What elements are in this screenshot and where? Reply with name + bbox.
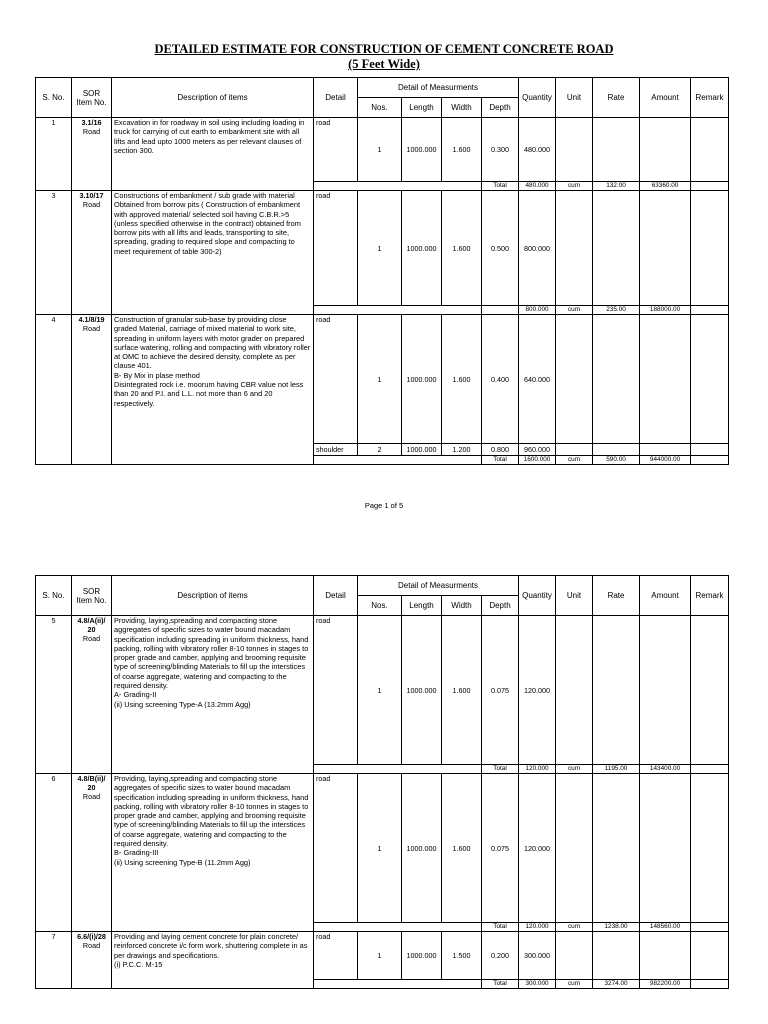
estimate-table-page-2 xyxy=(35,575,729,989)
cell-width: 1.600 xyxy=(442,118,482,182)
cell-width: 1.600 xyxy=(442,191,482,306)
cell-quantity: 800.000 xyxy=(519,191,556,306)
cell-depth: 0.400 xyxy=(482,315,519,444)
document-subtitle: (5 Feet Wide) xyxy=(348,57,420,71)
cell-length: 1000.000 xyxy=(402,932,442,980)
header-quantity: Quantity xyxy=(519,78,556,118)
header-detail: Detail xyxy=(314,576,358,616)
header-depth: Depth xyxy=(482,98,519,118)
total-amount: 143400.00 xyxy=(640,765,691,774)
cell-nos: 1 xyxy=(358,932,402,980)
cell-detail: shoulder xyxy=(314,444,358,456)
cell-sno: 4 xyxy=(36,315,72,465)
cell-sor: 4.1/8/19 Road xyxy=(72,315,112,465)
header-description: Description of items xyxy=(112,576,314,616)
cell-length: 1000.000 xyxy=(402,444,442,456)
cell-description: Providing and laying cement concrete for plain concrete/ reinforced concrete i/c form work, shuttering complete in as per drawings and specifications. (i) P.C.C. M-15 xyxy=(112,932,314,989)
cell-length: 1000.000 xyxy=(402,616,442,765)
total-amount: 188000.00 xyxy=(640,306,691,315)
total-rate: 590.00 xyxy=(593,456,640,465)
cell-length: 1000.000 xyxy=(402,118,442,182)
total-unit: cum xyxy=(556,765,593,774)
total-rate: 132.00 xyxy=(593,182,640,191)
header-unit: Unit xyxy=(556,78,593,118)
cell-quantity: 960.000 xyxy=(519,444,556,456)
table-row xyxy=(36,315,729,444)
cell-depth: 0.500 xyxy=(482,191,519,306)
total-quantity: 300.000 xyxy=(519,980,556,989)
total-quantity: 1600.000 xyxy=(519,456,556,465)
cell-description: Construction of granular sub-base by providing close graded Material, carriage of mixed material to work site, spreading in uniform layers with motor grader on prepared surface watering, rolling and compacting with vibratory roller at OMC to achieve the desired density, complete as per clause 401. B- By Mix in plase method Disintegrated rock i.e. moorum having CBR value not less than 20 and P.I. and L.L. not more than 6 and 20 respectively. xyxy=(112,315,314,465)
cell-quantity: 640.000 xyxy=(519,315,556,444)
cell-sno: 1 xyxy=(36,118,72,191)
cell-nos: 2 xyxy=(358,444,402,456)
cell-length: 1000.000 xyxy=(402,774,442,923)
cell-description: Excavation in for roadway in soil using including loading in truck for carrying of cut earth to embankment site with all lifts and lead upto 1000 meters as per relevant clauses of section 300. xyxy=(112,118,314,191)
cell-sor: 6.6/(i)/28 Road xyxy=(72,932,112,989)
cell-detail: road xyxy=(314,932,358,980)
cell-depth: 0.075 xyxy=(482,774,519,923)
cell-width: 1.600 xyxy=(442,315,482,444)
total-amount: 944000.00 xyxy=(640,456,691,465)
cell-quantity: 480.000 xyxy=(519,118,556,182)
total-label: Total xyxy=(482,980,519,989)
header-amount: Amount xyxy=(640,576,691,616)
cell-width: 1.600 xyxy=(442,774,482,923)
cell-sor: 4.8/A(ii)/ 20 Road xyxy=(72,616,112,774)
header-sno: S. No. xyxy=(36,576,72,616)
cell-quantity: 120.000 xyxy=(519,774,556,923)
cell-width: 1.200 xyxy=(442,444,482,456)
cell-depth: 0.200 xyxy=(482,932,519,980)
table-row xyxy=(36,932,729,980)
page-footer: Page 1 of 5 xyxy=(364,501,404,510)
header-quantity: Quantity xyxy=(519,576,556,616)
total-label: Total xyxy=(482,923,519,932)
header-unit: Unit xyxy=(556,576,593,616)
total-unit: cum xyxy=(556,923,593,932)
page-2 xyxy=(0,540,768,1024)
total-label: Total xyxy=(482,456,519,465)
cell-quantity: 300.000 xyxy=(519,932,556,980)
total-rate: 1195.00 xyxy=(593,765,640,774)
total-rate: 235.00 xyxy=(593,306,640,315)
cell-detail: road xyxy=(314,616,358,765)
total-amount: 63360.00 xyxy=(640,182,691,191)
total-quantity: 120.000 xyxy=(519,765,556,774)
cell-sor: 3.10/17 Road xyxy=(72,191,112,315)
cell-sno: 7 xyxy=(36,932,72,989)
cell-depth: 0.075 xyxy=(482,616,519,765)
cell-sno: 5 xyxy=(36,616,72,774)
table-row xyxy=(36,191,729,306)
cell-nos: 1 xyxy=(358,315,402,444)
header-rate: Rate xyxy=(593,576,640,616)
cell-quantity: 120.000 xyxy=(519,616,556,765)
cell-nos: 1 xyxy=(358,616,402,765)
total-quantity: 120.000 xyxy=(519,923,556,932)
header-amount: Amount xyxy=(640,78,691,118)
header-sor: SOR Item No. xyxy=(72,78,112,118)
cell-nos: 1 xyxy=(358,118,402,182)
estimate-table-page-1 xyxy=(35,77,729,465)
header-width: Width xyxy=(442,98,482,118)
cell-width: 1.500 xyxy=(442,932,482,980)
cell-detail: road xyxy=(314,118,358,182)
total-unit: cum xyxy=(556,306,593,315)
header-depth: Depth xyxy=(482,596,519,616)
total-label: Total xyxy=(482,182,519,191)
table-row xyxy=(36,118,729,182)
total-amount: 148560.00 xyxy=(640,923,691,932)
header-length: Length xyxy=(402,596,442,616)
header-detail: Detail xyxy=(314,78,358,118)
cell-width: 1.600 xyxy=(442,616,482,765)
cell-sor: 4.8/B(ii)/ 20 Road xyxy=(72,774,112,932)
cell-depth: 0.800 xyxy=(482,444,519,456)
header-remark: Remark xyxy=(691,78,729,118)
cell-sor: 3.1/16 Road xyxy=(72,118,112,191)
table-row xyxy=(36,616,729,765)
cell-description: Providing, laying,spreading and compacting stone aggregates of specific sizes to water bound macadam specification including spreading in uniform thickness, hand packing, rolling with vibratory roller 8-10 tonnes in stages to proper grade and camber, applying and brooming requisite type of screening/blinding Materials to fill up the interstices of coarse aggregate, watering and compacting to the required density. B- Grading-III (ii) Using screening Type-B (11.2mm Agg) xyxy=(112,774,314,932)
cell-detail: road xyxy=(314,315,358,444)
total-rate: 3274.00 xyxy=(593,980,640,989)
total-label xyxy=(482,306,519,315)
cell-nos: 1 xyxy=(358,774,402,923)
cell-length: 1000.000 xyxy=(402,315,442,444)
total-amount: 982200.00 xyxy=(640,980,691,989)
header-measurements: Detail of Measurments xyxy=(358,576,519,596)
cell-detail: road xyxy=(314,774,358,923)
total-rate: 1238.00 xyxy=(593,923,640,932)
header-rate: Rate xyxy=(593,78,640,118)
cell-description: Providing, laying,spreading and compacting stone aggregates of specific sizes to water bound macadam specification including spreading in uniform thickness, hand packing, rolling with vibratory roller 8-10 tonnes in stages to proper grade and camber, applying and brooming requisite type of screening/blinding Materials to fill up the interstices of coarse aggregate, watering and compacting to the required density. A- Grading-II (ii) Using screening Type-A (13.2mm Agg) xyxy=(112,616,314,774)
header-sno: S. No. xyxy=(36,78,72,118)
header-sor: SOR Item No. xyxy=(72,576,112,616)
total-quantity: 480.000 xyxy=(519,182,556,191)
header-nos: Nos. xyxy=(358,596,402,616)
total-label: Total xyxy=(482,765,519,774)
cell-length: 1000.000 xyxy=(402,191,442,306)
total-unit: cum xyxy=(556,980,593,989)
header-description: Description of items xyxy=(112,78,314,118)
total-unit: cum xyxy=(556,182,593,191)
cell-depth: 0.300 xyxy=(482,118,519,182)
total-unit: cum xyxy=(556,456,593,465)
header-measurements: Detail of Measurments xyxy=(358,78,519,98)
header-remark: Remark xyxy=(691,576,729,616)
cell-detail: road xyxy=(314,191,358,306)
cell-description: Constructions of embankment / sub grade with material Obtained from borrow pits ( Construction of embankment with approved material/ selected soil having C.B.R.>5 (unless specified otherwise in the contract) obtained from borrow pits with all lifts and leads, transporting to site, spreading, grading to required slope and compacting to meet requirement of table 300-2) xyxy=(112,191,314,315)
header-length: Length xyxy=(402,98,442,118)
document-title: DETAILED ESTIMATE FOR CONSTRUCTION OF CEMENT CONCRETE ROAD xyxy=(154,42,614,56)
header-nos: Nos. xyxy=(358,98,402,118)
cell-nos: 1 xyxy=(358,191,402,306)
header-width: Width xyxy=(442,596,482,616)
table-row xyxy=(36,774,729,923)
cell-sno: 6 xyxy=(36,774,72,932)
total-quantity: 800.000 xyxy=(519,306,556,315)
cell-sno: 3 xyxy=(36,191,72,315)
